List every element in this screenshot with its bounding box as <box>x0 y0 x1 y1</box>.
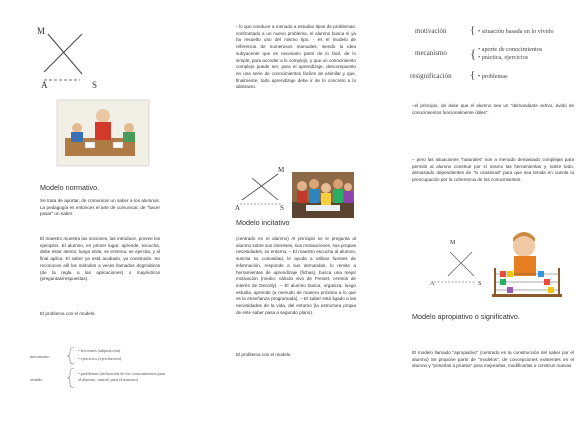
children-group-photo <box>292 172 354 218</box>
scheme-item-problemas: • problemas <box>478 73 508 80</box>
column-2 <box>194 0 390 431</box>
brace-icon: { <box>470 69 476 81</box>
scheme-row-motivacion: motivación <box>415 27 447 35</box>
scheme-row-sentido: sentido <box>30 377 43 382</box>
heading-appropriative-model: Modelo apropiativo o significativo. <box>412 312 520 321</box>
brace-icon: { <box>470 46 477 61</box>
scheme-row-resignificacion: resignificación <box>410 72 452 80</box>
incitative-paragraph: (centrado en el alumno) Al principio se le pregunta al alumno sobre sus intereses, sus motivaciones, sus propias necesidades, su entorno. – El maestro escucha al alumno, suscita su curiosidad, le ayuda a utilizar fuentes de información, responde a sus demandas, lo remite a herramientas de aprendizaje (fichas), busca una mejor motivación (medio: cálculo vivo de Freinet, centros de interés de Decroly). – El alumno busca, organiza, luego estudia, aprende (a menudo de manera próxima a lo que es la enseñanza programada). – El saber está ligado a las necesidades de la vida, del entorno (la estructura propia de este saber pasa a segundo plano). <box>236 236 357 315</box>
incitative-principle-paragraph: –el principio, de dase que el alumno sea un "demandante activo, ávido de conocimientos funcionalmente útiles". <box>412 103 574 115</box>
scheme-item-situacion: • situación basada en lo vivido <box>478 28 554 35</box>
triangle2-label-a: A <box>235 204 241 212</box>
column-3 <box>390 0 588 431</box>
triangle3-label-a: A <box>430 281 435 287</box>
scheme-item-problemas: • problemas (utilización de los conocimientos para el alumno, control para el maestro) <box>78 371 165 382</box>
scheme-row-mecanismo: mecanismo <box>30 354 50 359</box>
scheme-row-mecanismo: mecanismo <box>415 49 447 57</box>
appropriative-paragraph: El modelo llamado "apropiativo" (centrado en la construcción del saber por el alumno) Se propone partir de "modelos", de concepciones existentes en el alumno y "ponerlas a prueba" para mejorarlas, modificarlas o construir nuevas <box>412 350 574 369</box>
triangle2-label-m: M <box>278 166 285 174</box>
heading-normative-model: Modelo normativo. <box>40 183 100 192</box>
triangle2-label-s: S <box>280 204 284 212</box>
normative-paragraph-3: El problema con el modelo. <box>40 311 96 316</box>
triangle-label-s: S <box>92 80 98 90</box>
brace-icon: { <box>470 24 476 36</box>
incitative-intro-paragraph: - lo que conduce a menudo a estudiar tipos de problemas: confrontado a un nuevo problema, el alumno busca si ya ha resuelto uno del mismo tipo. - es el modelo de referencia de numerosos manuales; siendo la idea subyacente que es necesario partir de lo fácil, de lo simple, para acceder a lo complejo, y que un conocimiento complejo puede ser, para el aprendizaje, descompuesto en una serie de conocimientos fáciles de asimilar y que, finalmente, todo aprendizaje debe ir de lo concreto a lo abstracto. <box>236 24 356 90</box>
teaching-triangle-diagram-3 <box>426 240 486 288</box>
triangle3-label-s: S <box>478 281 482 287</box>
scheme-item-practica: • práctica, ejercicios <box>478 54 529 61</box>
triangle3-label-m: M <box>450 240 456 246</box>
scheme-item-lecciones: • lecciones (adquisición) <box>78 348 121 353</box>
triangle-label-m: M <box>37 26 46 36</box>
incitative-problem-label: El problema con el modelo <box>236 352 291 357</box>
heading-incitative-model: Modelo incitativo <box>236 218 290 227</box>
classroom-photo-teacher <box>55 98 151 168</box>
child-abacus-photo <box>488 228 566 300</box>
column-1 <box>0 0 194 431</box>
normative-paragraph-1: Se trata de aportar, de comunicar un saber a los alumnos. La pedagogía es entonces el arte de comunicar, de "hacer pasar" un saber. <box>40 198 160 217</box>
triangle-label-a: A <box>41 80 48 90</box>
normative-paragraph-2: El maestro muestra las nociones, las introduce, provee los ejemplos. El alumno, en primer lugar, aprende, escucha, debe estar atento; luego imita, se entrena, se ejercita, y al final aplica. El saber ya está acabado, ya construido. Se reconocen allí los métodos a veces llamados dogmáticos (de la regla a las aplicaciones) o mayéuticos (preguntas/respuestas). <box>40 236 160 282</box>
incitative-criticism-paragraph: – pero las situaciones "naturales" son a menudo demasiado complejas para permitir al alumno construir por sí mismo las herramientas y, sobre todo, demasiado dependientes de "lo ocasional" para que sea tenida en cuenta la preocupación por la coherencia de los conocimientos. <box>412 157 574 183</box>
scheme-item-ejercicios: • ejercicios (ejercitación) <box>78 356 122 361</box>
scheme-item-aporte: • aporte de conocimientos <box>478 46 543 53</box>
